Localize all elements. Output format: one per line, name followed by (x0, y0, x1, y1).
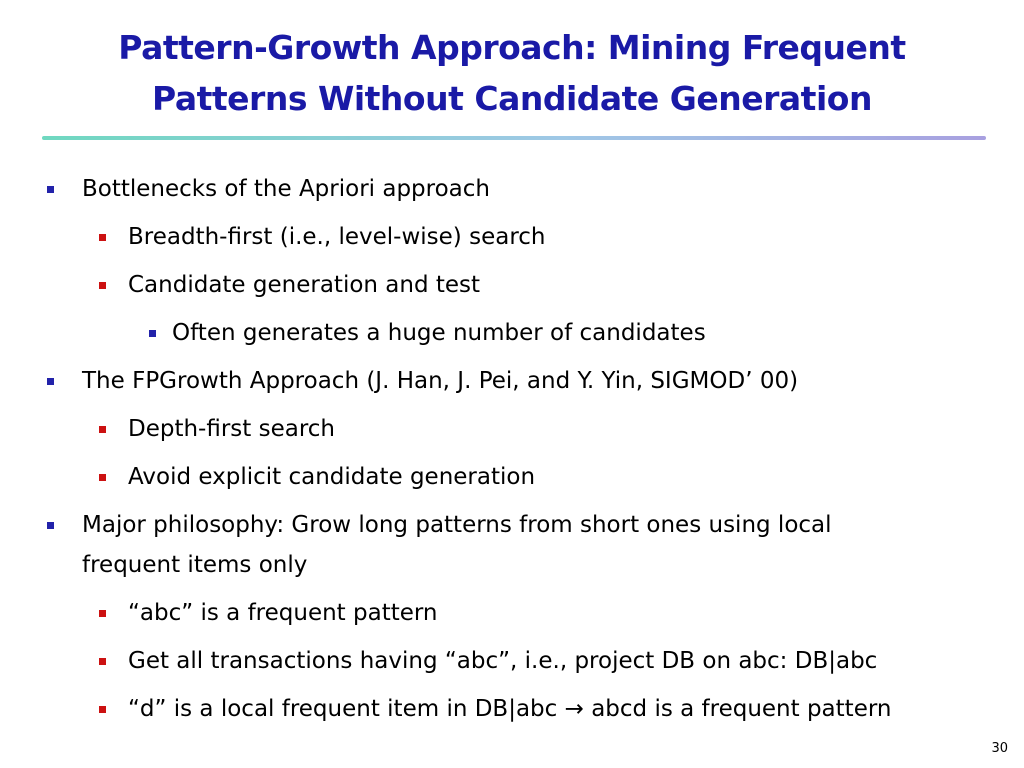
bullet-text-continuation: frequent items only (82, 552, 308, 578)
bullet-marker (99, 234, 106, 241)
bullet-marker (99, 610, 106, 617)
bullet-marker (99, 658, 106, 665)
bullet-text: Depth-first search (128, 416, 336, 442)
bullet-marker (149, 330, 156, 337)
bullet-marker (47, 378, 54, 385)
page-number: 30 (991, 741, 1008, 756)
bullet-text: “abc” is a frequent pattern (128, 600, 438, 626)
bullet-text: Get all transactions having “abc”, i.e., project DB on abc: DB|abc (128, 648, 878, 674)
slide-title: Pattern-Growth Approach: Mining Frequent Patterns Without Candidate Generation (118, 28, 906, 118)
bullet-text: Often generates a huge number of candidates (172, 320, 706, 346)
bullet-marker (99, 706, 106, 713)
bullet-marker (99, 426, 106, 433)
title-divider (42, 136, 986, 140)
bullet-text: Bottlenecks of the Apriori approach (82, 176, 490, 202)
bullet-marker (47, 186, 54, 193)
bullet-text: Major philosophy: Grow long patterns from short ones using local (82, 512, 832, 538)
bullet-text: Candidate generation and test (128, 272, 481, 298)
bullet-marker (99, 474, 106, 481)
bullet-text: “d” is a local frequent item in DB|abc → abcd is a frequent pattern (128, 696, 892, 722)
bullet-marker (99, 282, 106, 289)
bullet-marker (47, 522, 54, 529)
bullet-text: The FPGrowth Approach (J. Han, J. Pei, and Y. Yin, SIGMOD’ 00) (82, 368, 799, 394)
bullet-text: Avoid explicit candidate generation (128, 464, 536, 490)
bullet-text: Breadth-first (i.e., level-wise) search (128, 224, 546, 250)
